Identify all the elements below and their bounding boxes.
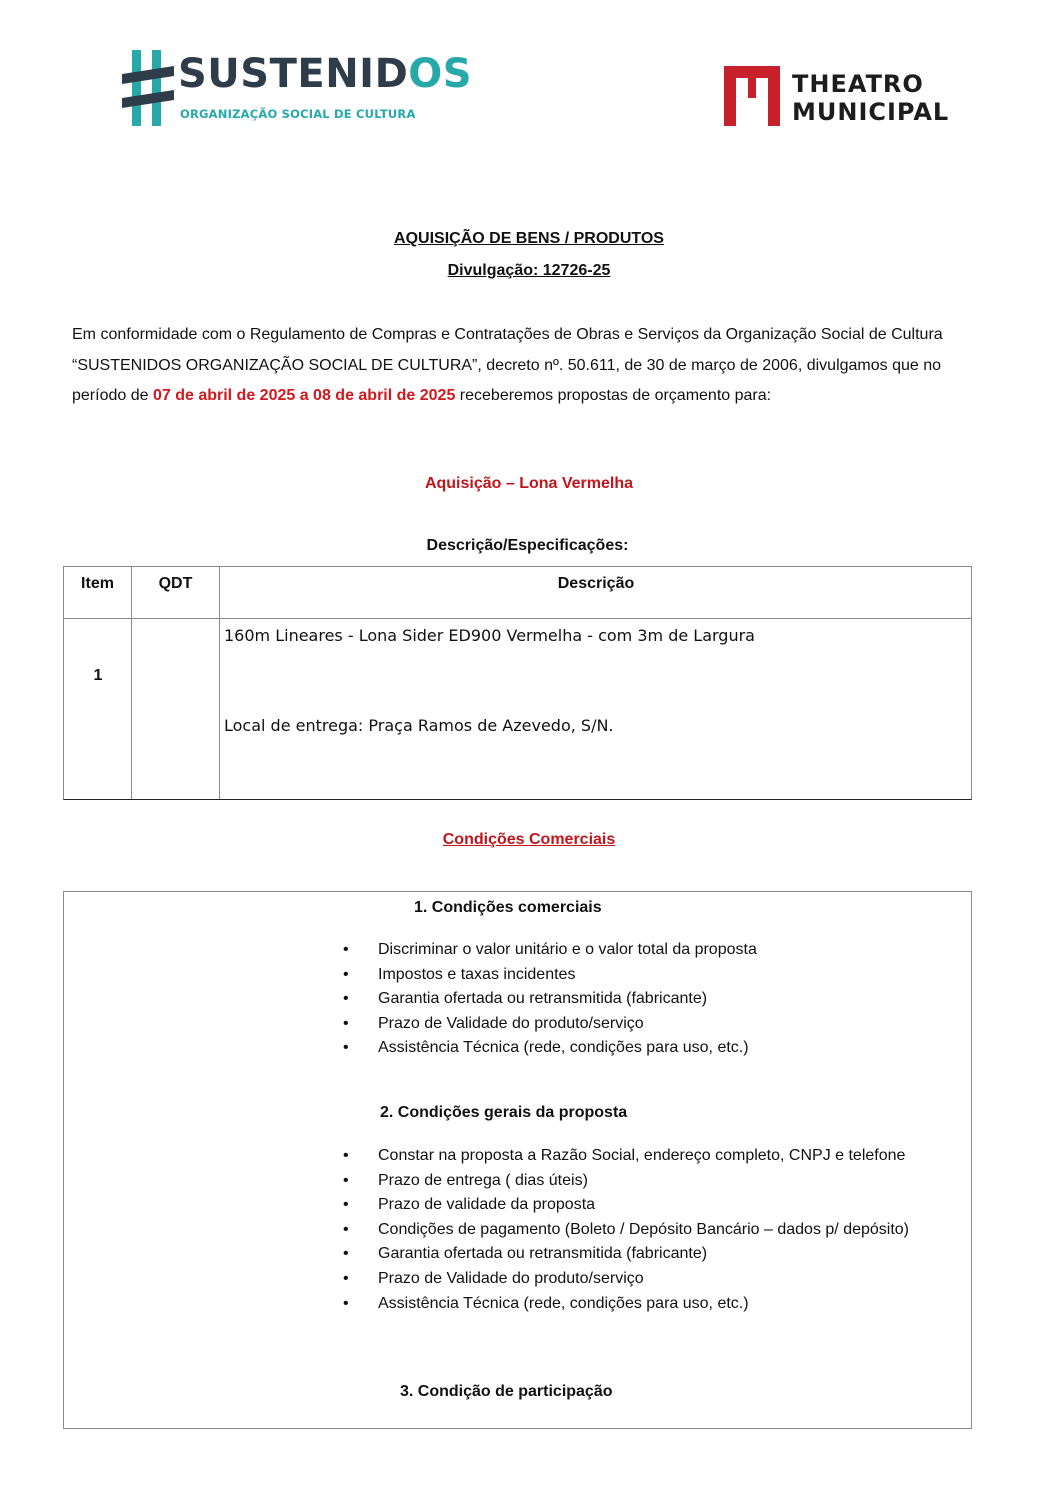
conditions-list <box>378 938 757 1061</box>
section-title: 3. Condição de participação <box>400 1383 613 1400</box>
general-conditions-list <box>378 1144 978 1316</box>
section-title: 2. Condições gerais da proposta <box>380 1104 628 1121</box>
list-item: • Assistência Técnica (rede, condições para uso, etc.) <box>378 1292 978 1317</box>
list-item: • Prazo de entrega ( dias úteis) <box>378 1169 978 1194</box>
sustenidos-logo <box>122 50 473 130</box>
document-title: AQUISIÇÃO DE BENS / PRODUTOS <box>394 230 664 247</box>
list-item: • Condições de pagamento (Boleto / Depósito Bancário – dados p/ depósito) <box>378 1218 918 1243</box>
hashtag-logo-icon <box>122 50 174 126</box>
spec-heading: Descrição/Especificações: <box>426 537 629 554</box>
intro-text: Em conformidade com o Regulamento de Compras e Contratações de Obras e Serviços da Organização Social de Cultura “SUSTENIDOS ORGANIZAÇÃO SOCIAL DE CULTURA”, decreto nº. 50.611, de 30 de março de 2006, divulgamos que no período de <box>72 326 943 404</box>
logo-tagline: ORGANIZAÇÃO SOCIAL DE CULTURA <box>180 107 416 121</box>
row-description: 160m Lineares - Lona Sider ED900 Vermelha - com 3m de Largura <box>224 626 755 645</box>
section-title: 1. Condições comerciais <box>414 899 602 916</box>
theatro-municipal-logo <box>722 64 962 132</box>
row-item-number: 1 <box>93 667 103 684</box>
table-divider <box>219 567 220 799</box>
row-delivery-location: Local de entrega: Praça Ramos de Azevedo, S/N. <box>224 716 614 735</box>
intro-period: 07 de abril de 2025 a 08 de abril de 2025 <box>152 387 456 404</box>
list-item: • Prazo de Validade do produto/serviço <box>378 1267 978 1292</box>
theatro-mark-icon <box>722 64 782 128</box>
list-item: • Prazo de Validade do produto/serviço <box>378 1012 757 1037</box>
intro-text-end: receberemos propostas de orçamento para: <box>455 387 772 404</box>
conditions-box <box>63 891 972 1429</box>
header-qty: QDT <box>158 575 193 592</box>
list-item: • Assistência Técnica (rede, condições para uso, etc.) <box>378 1036 757 1061</box>
item-heading: Aquisição – Lona Vermelha <box>424 475 634 492</box>
list-item: • Discriminar o valor unitário e o valor total da proposta <box>378 938 757 963</box>
list-item: • Impostos e taxas incidentes <box>378 963 757 988</box>
header-item: Item <box>81 575 114 592</box>
logo-line-2: MUNICIPAL <box>792 98 950 126</box>
logo-wordmark <box>792 70 949 126</box>
items-table <box>63 566 972 800</box>
intro-paragraph <box>72 320 986 412</box>
list-item: • Constar na proposta a Razão Social, endereço completo, CNPJ e telefone <box>378 1144 978 1169</box>
list-item: • Prazo de validade da proposta <box>378 1193 978 1218</box>
table-divider <box>64 618 971 619</box>
document-subtitle: Divulgação: 12726-25 <box>447 262 611 279</box>
list-item: • Garantia ofertada ou retransmitida (fabricante) <box>378 987 757 1012</box>
conditions-heading: Condições Comerciais <box>442 831 616 848</box>
logo-line-1: THEATRO <box>792 70 924 98</box>
list-item: • Garantia ofertada ou retransmitida (fabricante) <box>378 1242 978 1267</box>
header-description: Descrição <box>557 575 635 592</box>
logo-wordmark: SUSTENIDOS <box>178 51 473 97</box>
